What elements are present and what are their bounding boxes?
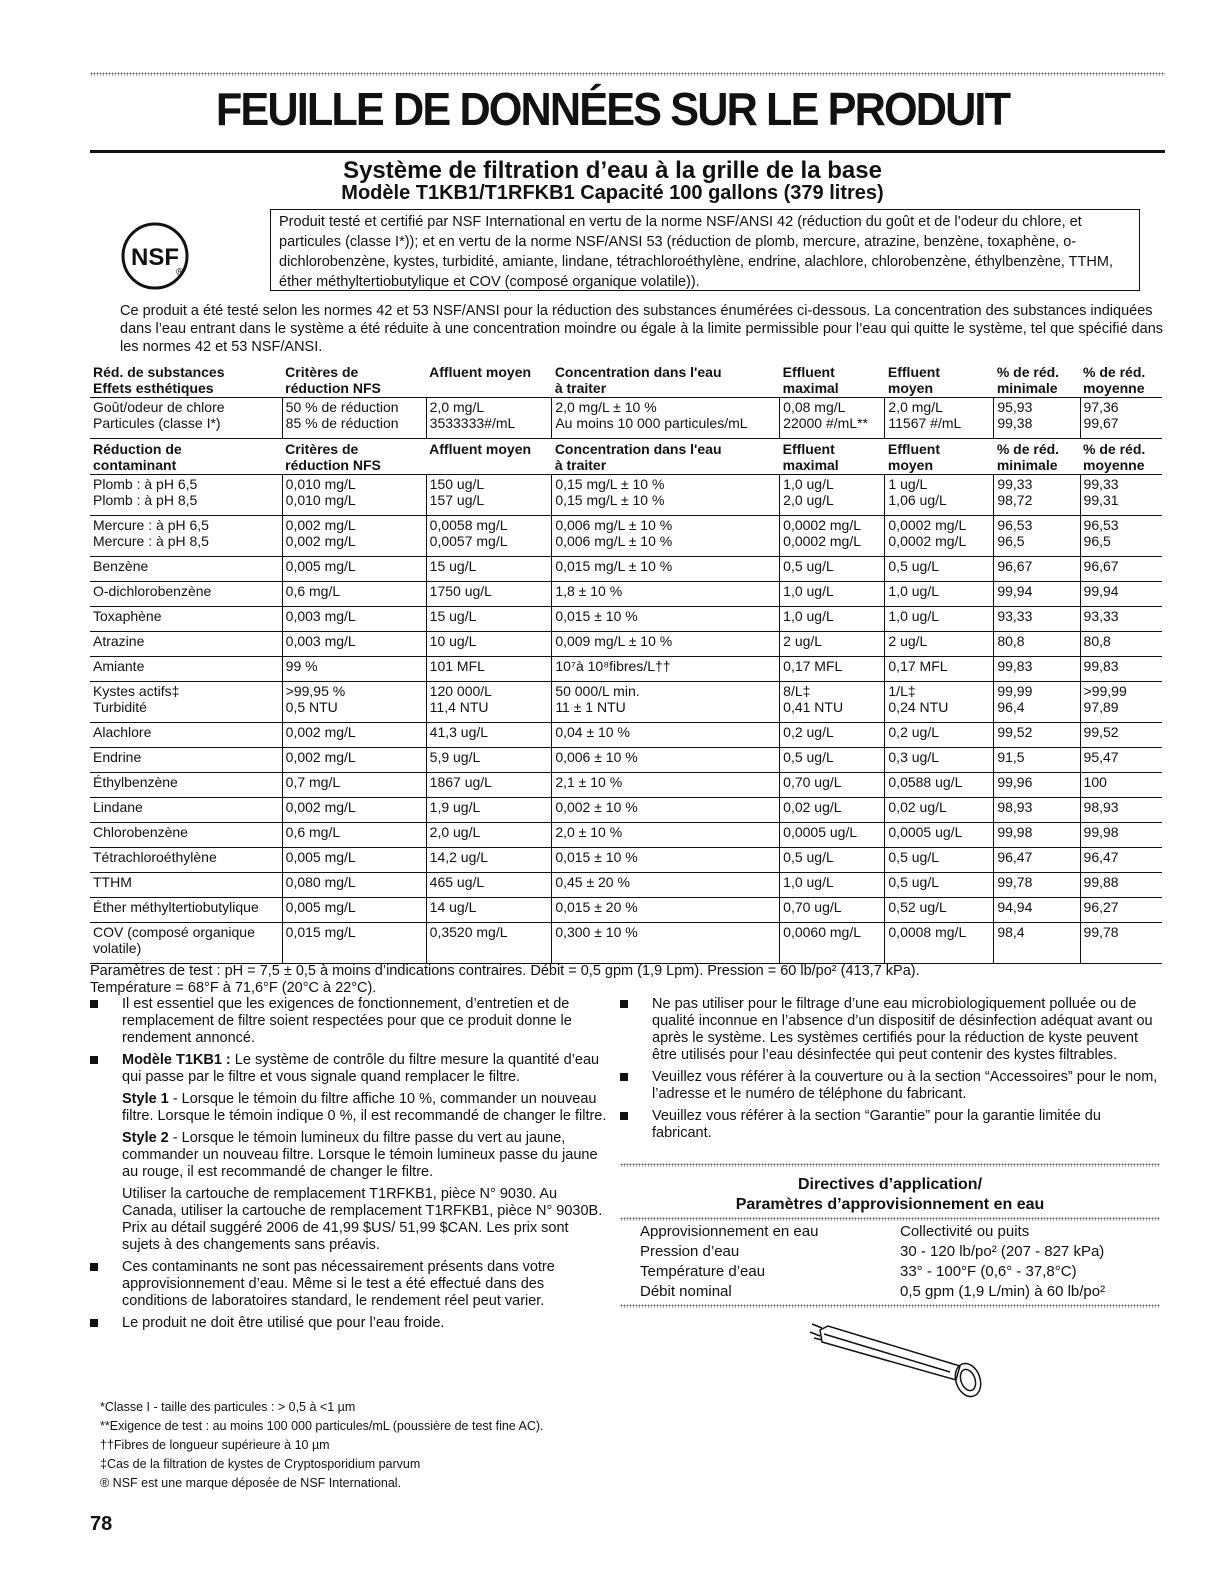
table-cell: 80,8 — [994, 632, 1080, 657]
table-cell: Benzène — [90, 557, 282, 582]
note-bullet: Le produit ne doit être utilisé que pour l’eau froide. — [90, 1315, 610, 1332]
table-cell: 99,99 96,4 — [994, 682, 1080, 723]
table-cell: 0,5 ug/L — [885, 557, 994, 582]
directive-value: Collectivité ou puits — [900, 1223, 1030, 1240]
table-cell: 0,015 ± 10 % — [552, 607, 780, 632]
table-cell: 0,010 mg/L 0,010 mg/L — [282, 475, 426, 516]
title-divider — [90, 150, 1165, 153]
table-cell: 5,9 ug/L — [426, 748, 552, 773]
dotted-rule — [620, 1217, 1160, 1221]
model-capacity-line: Modèle T1KB1/T1RFKB1 Capacité 100 gallons (379 litres) — [341, 182, 884, 204]
table-cell: 2 ug/L — [885, 632, 994, 657]
table-cell: 101 MFL — [426, 657, 552, 682]
table-cell: 0,02 ug/L — [780, 798, 885, 823]
note-bullet: Modèle T1KB1 : Le système de contrôle du filtre mesure la quantité d’eau qui passe par le filtre et vous signale quand remplacer le filtre. — [90, 1052, 610, 1086]
table-header-cell: Critères de réduction NFS — [282, 439, 426, 475]
table-cell: 0,0005 ug/L — [780, 823, 885, 848]
table-cell: 0,300 ± 10 % — [552, 923, 780, 964]
table-cell: 99,52 — [994, 723, 1080, 748]
table-header-cell: Concentration dans l'eau à traiter — [552, 439, 780, 475]
table-cell: 98,4 — [994, 923, 1080, 964]
table-cell: 99,83 — [994, 657, 1080, 682]
table-cell: Kystes actifs‡ Turbidité — [90, 682, 282, 723]
directive-row — [640, 1222, 1160, 1242]
table-cell: 0,04 ± 10 % — [552, 723, 780, 748]
directive-label: Température d’eau — [640, 1263, 766, 1280]
table-cell: 0,17 MFL — [885, 657, 994, 682]
table-cell: 1 ug/L 1,06 ug/L — [885, 475, 994, 516]
table-cell: 0,08 mg/L 22000 #/mL** — [780, 398, 885, 439]
table-cell: 99,33 99,31 — [1080, 475, 1162, 516]
table-cell: Atrazine — [90, 632, 282, 657]
table-cell: 1,0 ug/L — [780, 873, 885, 898]
table-cell: Lindane — [90, 798, 282, 823]
table-cell: 96,27 — [1080, 898, 1162, 923]
table-cell: 2,1 ± 10 % — [552, 773, 780, 798]
directive-label: Débit nominal — [640, 1283, 732, 1300]
table-cell: 0,002 mg/L — [282, 723, 426, 748]
footnote: **Exigence de test : au moins 100 000 particules/mL (poussière de test fine AC). — [100, 1419, 544, 1433]
directive-label: Approvisionnement en eau — [640, 1223, 819, 1240]
table-cell: 0,005 mg/L — [282, 898, 426, 923]
directive-value: 0,5 gpm (1,9 L/min) à 60 lb/po² — [900, 1283, 1106, 1300]
right-notes-column — [620, 996, 1160, 1147]
table-header-cell: Critères de réduction NFS — [282, 362, 426, 398]
table-cell: 0,45 ± 20 % — [552, 873, 780, 898]
table-cell: 0,3 ug/L — [885, 748, 994, 773]
table-header-cell: Affluent moyen — [426, 439, 552, 475]
left-notes-column — [90, 996, 610, 1337]
table-cell: 50 000/L min. 11 ± 1 NTU — [552, 682, 780, 723]
table-header-cell: Effluent maximal — [780, 362, 885, 398]
table-cell: 99,96 — [994, 773, 1080, 798]
table-cell: 0,3520 mg/L — [426, 923, 552, 964]
table-cell: Goût/odeur de chlore Particules (classe I*) — [90, 398, 282, 439]
note-bullet: Veuillez vous référer à la couverture ou à la section “Accessoires” pour le nom, l’adresse et le numéro de téléphone du fabricant. — [620, 1069, 1160, 1103]
svg-text:®: ® — [176, 267, 184, 278]
footnote: ††Fibres de longueur supérieure à 10 µm — [100, 1438, 330, 1452]
table-cell: 0,2 ug/L — [885, 723, 994, 748]
table-header-cell: Concentration dans l'eau à traiter — [552, 362, 780, 398]
table-cell: 95,47 — [1080, 748, 1162, 773]
certification-box: Produit testé et certifié par NSF International en vertu de la norme NSF/ANSI 42 (réduction du goût et de l’odeur du chlore, et particules (classe I*)); et en vertu de la norme NSF/ANSI 53 (réduction de plomb, mercure, atrazine, benzène, toxaphène, o-dichlorobenzène, kystes, turbidité, amiante, lindane, tétrachloroéthylène, endrine, alachlore, chlorobenzène, éthylbenzène, TTHM, éther méthyltertiobutylique et COV (composé organique volatile)). — [270, 209, 1140, 291]
table-cell: 10 ug/L — [426, 632, 552, 657]
table-cell: 99,83 — [1080, 657, 1162, 682]
footnote: ‡Cas de la filtration de kystes de Cryptosporidium parvum — [100, 1457, 421, 1471]
table-cell: 0,002 mg/L — [282, 748, 426, 773]
directive-row — [640, 1262, 1160, 1282]
table-cell: Chlorobenzène — [90, 823, 282, 848]
table-cell: 0,015 ± 20 % — [552, 898, 780, 923]
table-row — [90, 773, 1162, 798]
table-cell: 0,7 mg/L — [282, 773, 426, 798]
footnotes — [100, 1398, 800, 1493]
table-cell: 0,015 mg/L — [282, 923, 426, 964]
table-row — [90, 607, 1162, 632]
table-cell: 0,6 mg/L — [282, 582, 426, 607]
table-cell: 98,93 — [994, 798, 1080, 823]
table-cell: 0,0588 ug/L — [885, 773, 994, 798]
table-cell: TTHM — [90, 873, 282, 898]
table-cell: 99,94 — [994, 582, 1080, 607]
table-cell: 96,47 — [994, 848, 1080, 873]
dotted-rule — [620, 1163, 1160, 1167]
directives-title-line2: Paramètres d’approvisionnement en eau — [735, 1196, 1045, 1213]
table-cell: 0,0008 mg/L — [885, 923, 994, 964]
table-cell: 0,0005 ug/L — [885, 823, 994, 848]
table-cell: 14,2 ug/L — [426, 848, 552, 873]
table-cell: Plomb : à pH 6,5 Plomb : à pH 8,5 — [90, 475, 282, 516]
table-header-cell: Réd. de substances Effets esthétiques — [90, 362, 282, 398]
table-cell: 99,98 — [994, 823, 1080, 848]
table-cell: Éthylbenzène — [90, 773, 282, 798]
directives-title-line1: Directives d’application/ — [797, 1176, 983, 1193]
table-row — [90, 723, 1162, 748]
table-cell: 99,94 — [1080, 582, 1162, 607]
table-cell: 1,0 ug/L — [885, 582, 994, 607]
table-cell: 0,009 mg/L ± 10 % — [552, 632, 780, 657]
table-row — [90, 923, 1162, 964]
table-cell: 2,0 mg/L ± 10 % Au moins 10 000 particules/mL — [552, 398, 780, 439]
table-cell: >99,95 % 0,5 NTU — [282, 682, 426, 723]
table-cell: 1867 ug/L — [426, 773, 552, 798]
table-cell: COV (composé organique volatile) — [90, 923, 282, 964]
directive-row — [640, 1282, 1160, 1302]
directive-value: 33° - 100°F (0,6° - 37,8°C) — [900, 1263, 1077, 1280]
table-cell: 2,0 ± 10 % — [552, 823, 780, 848]
table-cell: 1,8 ± 10 % — [552, 582, 780, 607]
table-row — [90, 657, 1162, 682]
svg-text:NSF: NSF — [131, 244, 179, 271]
table-cell: Éther méthyltertiobutylique — [90, 898, 282, 923]
table-cell: 0,0002 mg/L 0,0002 mg/L — [885, 516, 994, 557]
table-cell: 2,0 mg/L 11567 #/mL — [885, 398, 994, 439]
table-header-row — [90, 439, 1162, 475]
directives-title — [620, 1175, 1160, 1215]
table-cell: 0,003 mg/L — [282, 607, 426, 632]
table-cell: 99,78 — [1080, 923, 1162, 964]
table-cell: 99,98 — [1080, 823, 1162, 848]
test-parameters: Paramètres de test : pH = 7,5 ± 0,5 à moins d’indications contraires. Débit = 0,5 gpm (1,9 Lpm). Pression = 60 lb/po² (413,7 kPa). Température = 68°F à 71,6°F (20°C à 22°C). — [90, 963, 920, 996]
table-cell: 96,67 — [994, 557, 1080, 582]
table-cell: Mercure : à pH 6,5 Mercure : à pH 8,5 — [90, 516, 282, 557]
table-cell: 98,93 — [1080, 798, 1162, 823]
table-cell: 41,3 ug/L — [426, 723, 552, 748]
table-header-row — [90, 362, 1162, 398]
table-cell: 0,5 ug/L — [885, 848, 994, 873]
table-header-cell: Effluent maximal — [780, 439, 885, 475]
table-row — [90, 557, 1162, 582]
table-cell: 94,94 — [994, 898, 1080, 923]
table-row — [90, 682, 1162, 723]
table-cell: 50 % de réduction 85 % de réduction — [282, 398, 426, 439]
table-cell: 1/L‡ 0,24 NTU — [885, 682, 994, 723]
table-header-cell: % de réd. minimale — [994, 362, 1080, 398]
table-cell: 1,0 ug/L — [780, 582, 885, 607]
table-header-cell: % de réd. moyenne — [1080, 439, 1162, 475]
style2-note: Style 2 - Lorsque le témoin lumineux du filtre passe du vert au jaune, commander un nouveau filtre. Lorsque le témoin lumineux passe du jaune au rouge, il est recommandé de changer le filtre. — [122, 1130, 598, 1180]
table-row — [90, 798, 1162, 823]
table-cell: 0,2 ug/L — [780, 723, 885, 748]
table-cell: O-dichlorobenzène — [90, 582, 282, 607]
table-cell: 1,0 ug/L — [885, 607, 994, 632]
replacement-note: Utiliser la cartouche de remplacement T1RFKB1, pièce N° 9030. Au Canada, utiliser la cartouche de remplacement T1RFKB1, pièce N° 9030B. Prix au détail suggéré 2006 de 41,99 $US/ 51,99 $CAN. Les prix sont sujets à des changements sans préavis. — [122, 1186, 603, 1253]
table-cell: 120 000/L 11,4 NTU — [426, 682, 552, 723]
table-cell: Tétrachloroéthylène — [90, 848, 282, 873]
table-row — [90, 582, 1162, 607]
table-cell: 97,36 99,67 — [1080, 398, 1162, 439]
table-cell: 0,006 mg/L ± 10 % 0,006 mg/L ± 10 % — [552, 516, 780, 557]
directives-table — [640, 1222, 1160, 1302]
table-row — [90, 475, 1162, 516]
footnote: ® NSF est une marque déposée de NSF International. — [100, 1476, 402, 1490]
table-cell: 1,9 ug/L — [426, 798, 552, 823]
table-cell: 0,002 ± 10 % — [552, 798, 780, 823]
directive-value: 30 - 120 lb/po² (207 - 827 kPa) — [900, 1243, 1105, 1260]
table-cell: 150 ug/L 157 ug/L — [426, 475, 552, 516]
nsf-logo-icon — [120, 221, 190, 291]
table-cell: 0,006 ± 10 % — [552, 748, 780, 773]
table-cell: >99,99 97,89 — [1080, 682, 1162, 723]
table-cell: 0,0002 mg/L 0,0002 mg/L — [780, 516, 885, 557]
table-cell: Alachlore — [90, 723, 282, 748]
table-cell: 0,15 mg/L ± 10 % 0,15 mg/L ± 10 % — [552, 475, 780, 516]
table-cell: 0,70 ug/L — [780, 898, 885, 923]
table-cell: 0,52 ug/L — [885, 898, 994, 923]
table-cell: 15 ug/L — [426, 607, 552, 632]
table-cell: 0,005 mg/L — [282, 557, 426, 582]
performance-data-table — [90, 362, 1162, 964]
table-cell: 0,080 mg/L — [282, 873, 426, 898]
table-cell: 99,78 — [994, 873, 1080, 898]
table-cell: 10⁷à 10⁸fibres/L†† — [552, 657, 780, 682]
table-row — [90, 516, 1162, 557]
note-bullet: Il est essentiel que les exigences de fonctionnement, d’entretien et de remplacement de filtre soient respectées pour que ce produit donne le rendement annoncé. — [90, 996, 610, 1047]
table-row — [90, 398, 1162, 439]
table-cell: 95,93 99,38 — [994, 398, 1080, 439]
table-cell: 99,52 — [1080, 723, 1162, 748]
table-cell: 0,0058 mg/L 0,0057 mg/L — [426, 516, 552, 557]
dotted-rule — [620, 1304, 1160, 1308]
directive-row — [640, 1242, 1160, 1262]
table-cell: 14 ug/L — [426, 898, 552, 923]
table-cell: 0,5 ug/L — [780, 848, 885, 873]
table-header-cell: % de réd. minimale — [994, 439, 1080, 475]
table-row — [90, 873, 1162, 898]
table-cell: 0,70 ug/L — [780, 773, 885, 798]
table-cell: 0,003 mg/L — [282, 632, 426, 657]
table-cell: 0,5 ug/L — [780, 748, 885, 773]
table-cell: 0,17 MFL — [780, 657, 885, 682]
table-cell: 0,015 mg/L ± 10 % — [552, 557, 780, 582]
table-cell: 99,88 — [1080, 873, 1162, 898]
table-cell: 1,0 ug/L — [780, 607, 885, 632]
table-row — [90, 632, 1162, 657]
table-cell: 0,5 ug/L — [885, 873, 994, 898]
table-cell: 2,0 mg/L 3533333#/mL — [426, 398, 552, 439]
table-cell: Endrine — [90, 748, 282, 773]
table-cell: 1,0 ug/L 2,0 ug/L — [780, 475, 885, 516]
table-row — [90, 848, 1162, 873]
table-cell: 91,5 — [994, 748, 1080, 773]
table-cell: 0,015 ± 10 % — [552, 848, 780, 873]
top-dotted-rule — [90, 72, 1165, 76]
table-cell: 0,002 mg/L — [282, 798, 426, 823]
table-cell: 0,002 mg/L 0,002 mg/L — [282, 516, 426, 557]
directive-label: Pression d’eau — [640, 1243, 740, 1260]
table-cell: 93,33 — [1080, 607, 1162, 632]
table-row — [90, 823, 1162, 848]
table-cell: 99 % — [282, 657, 426, 682]
table-cell: 15 ug/L — [426, 557, 552, 582]
note-bullet: Ne pas utiliser pour le filtrage d’une eau microbiologiquement polluée ou de qualité inconnue en l’absence d’un dispositif de désinfection adéquat avant ou après le système. Les systèmes certifiés pour la réduction de kyste peuvent être utilisés pour l’eau désinfectée qui peut contenir des kystes filtrables. — [620, 996, 1160, 1064]
table-cell: 93,33 — [994, 607, 1080, 632]
intro-paragraph: Ce produit a été testé selon les normes 42 et 53 NSF/ANSI pour la réduction des substances énumérées ci-dessous. La concentration des substances indiquées dans l’eau entrant dans le système a été réduite à une concentration moindre ou égale à la limite permissible pour l’eau qui quitte le système, tel que spécifié dans les normes 42 et 53 NSF/ANSI. — [120, 303, 1164, 355]
table-header-cell: % de réd. moyenne — [1080, 362, 1162, 398]
filter-cartridge-illustration — [800, 1318, 990, 1398]
table-header-cell: Affluent moyen — [426, 362, 552, 398]
table-cell: 0,5 ug/L — [780, 557, 885, 582]
table-header-cell: Effluent moyen — [885, 439, 994, 475]
table-cell: 96,47 — [1080, 848, 1162, 873]
table-cell: 0,005 mg/L — [282, 848, 426, 873]
table-row — [90, 898, 1162, 923]
table-cell: 2,0 ug/L — [426, 823, 552, 848]
table-cell: 96,53 96,5 — [1080, 516, 1162, 557]
page-number: 78 — [90, 1513, 113, 1535]
footnote: *Classe I - taille des particules : > 0,5 à <1 µm — [100, 1400, 356, 1414]
page-title: FEUILLE DE DONNÉES SUR LE PRODUIT — [215, 83, 1010, 135]
table-cell: 80,8 — [1080, 632, 1162, 657]
style1-note: Style 1 - Lorsque le témoin du filtre affiche 10 %, commander un nouveau filtre. Lorsque le témoin indique 0 %, il est recommandé de changer le filtre. — [122, 1091, 607, 1124]
table-cell: 2 ug/L — [780, 632, 885, 657]
table-cell: 0,6 mg/L — [282, 823, 426, 848]
note-bullet: Veuillez vous référer à la section “Garantie” pour la garantie limitée du fabricant. — [620, 1108, 1160, 1142]
table-cell: 100 — [1080, 773, 1162, 798]
table-row — [90, 748, 1162, 773]
section-subtitle: Système de filtration d’eau à la grille de la base — [343, 157, 882, 184]
table-cell: 465 ug/L — [426, 873, 552, 898]
table-cell: 96,67 — [1080, 557, 1162, 582]
table-cell: 1750 ug/L — [426, 582, 552, 607]
table-cell: 0,0060 mg/L — [780, 923, 885, 964]
table-cell: 99,33 98,72 — [994, 475, 1080, 516]
table-cell: 0,02 ug/L — [885, 798, 994, 823]
table-cell: 8/L‡ 0,41 NTU — [780, 682, 885, 723]
note-bullet: Ces contaminants ne sont pas nécessairement présents dans votre approvisionnement d’eau. Même si le test a été effectué dans des conditions de laboratoires standard, le rendement réel peut varier. — [90, 1259, 610, 1310]
table-cell: Toxaphène — [90, 607, 282, 632]
table-cell: Amiante — [90, 657, 282, 682]
table-header-cell: Réduction de contaminant — [90, 439, 282, 475]
table-header-cell: Effluent moyen — [885, 362, 994, 398]
table-cell: 96,53 96,5 — [994, 516, 1080, 557]
